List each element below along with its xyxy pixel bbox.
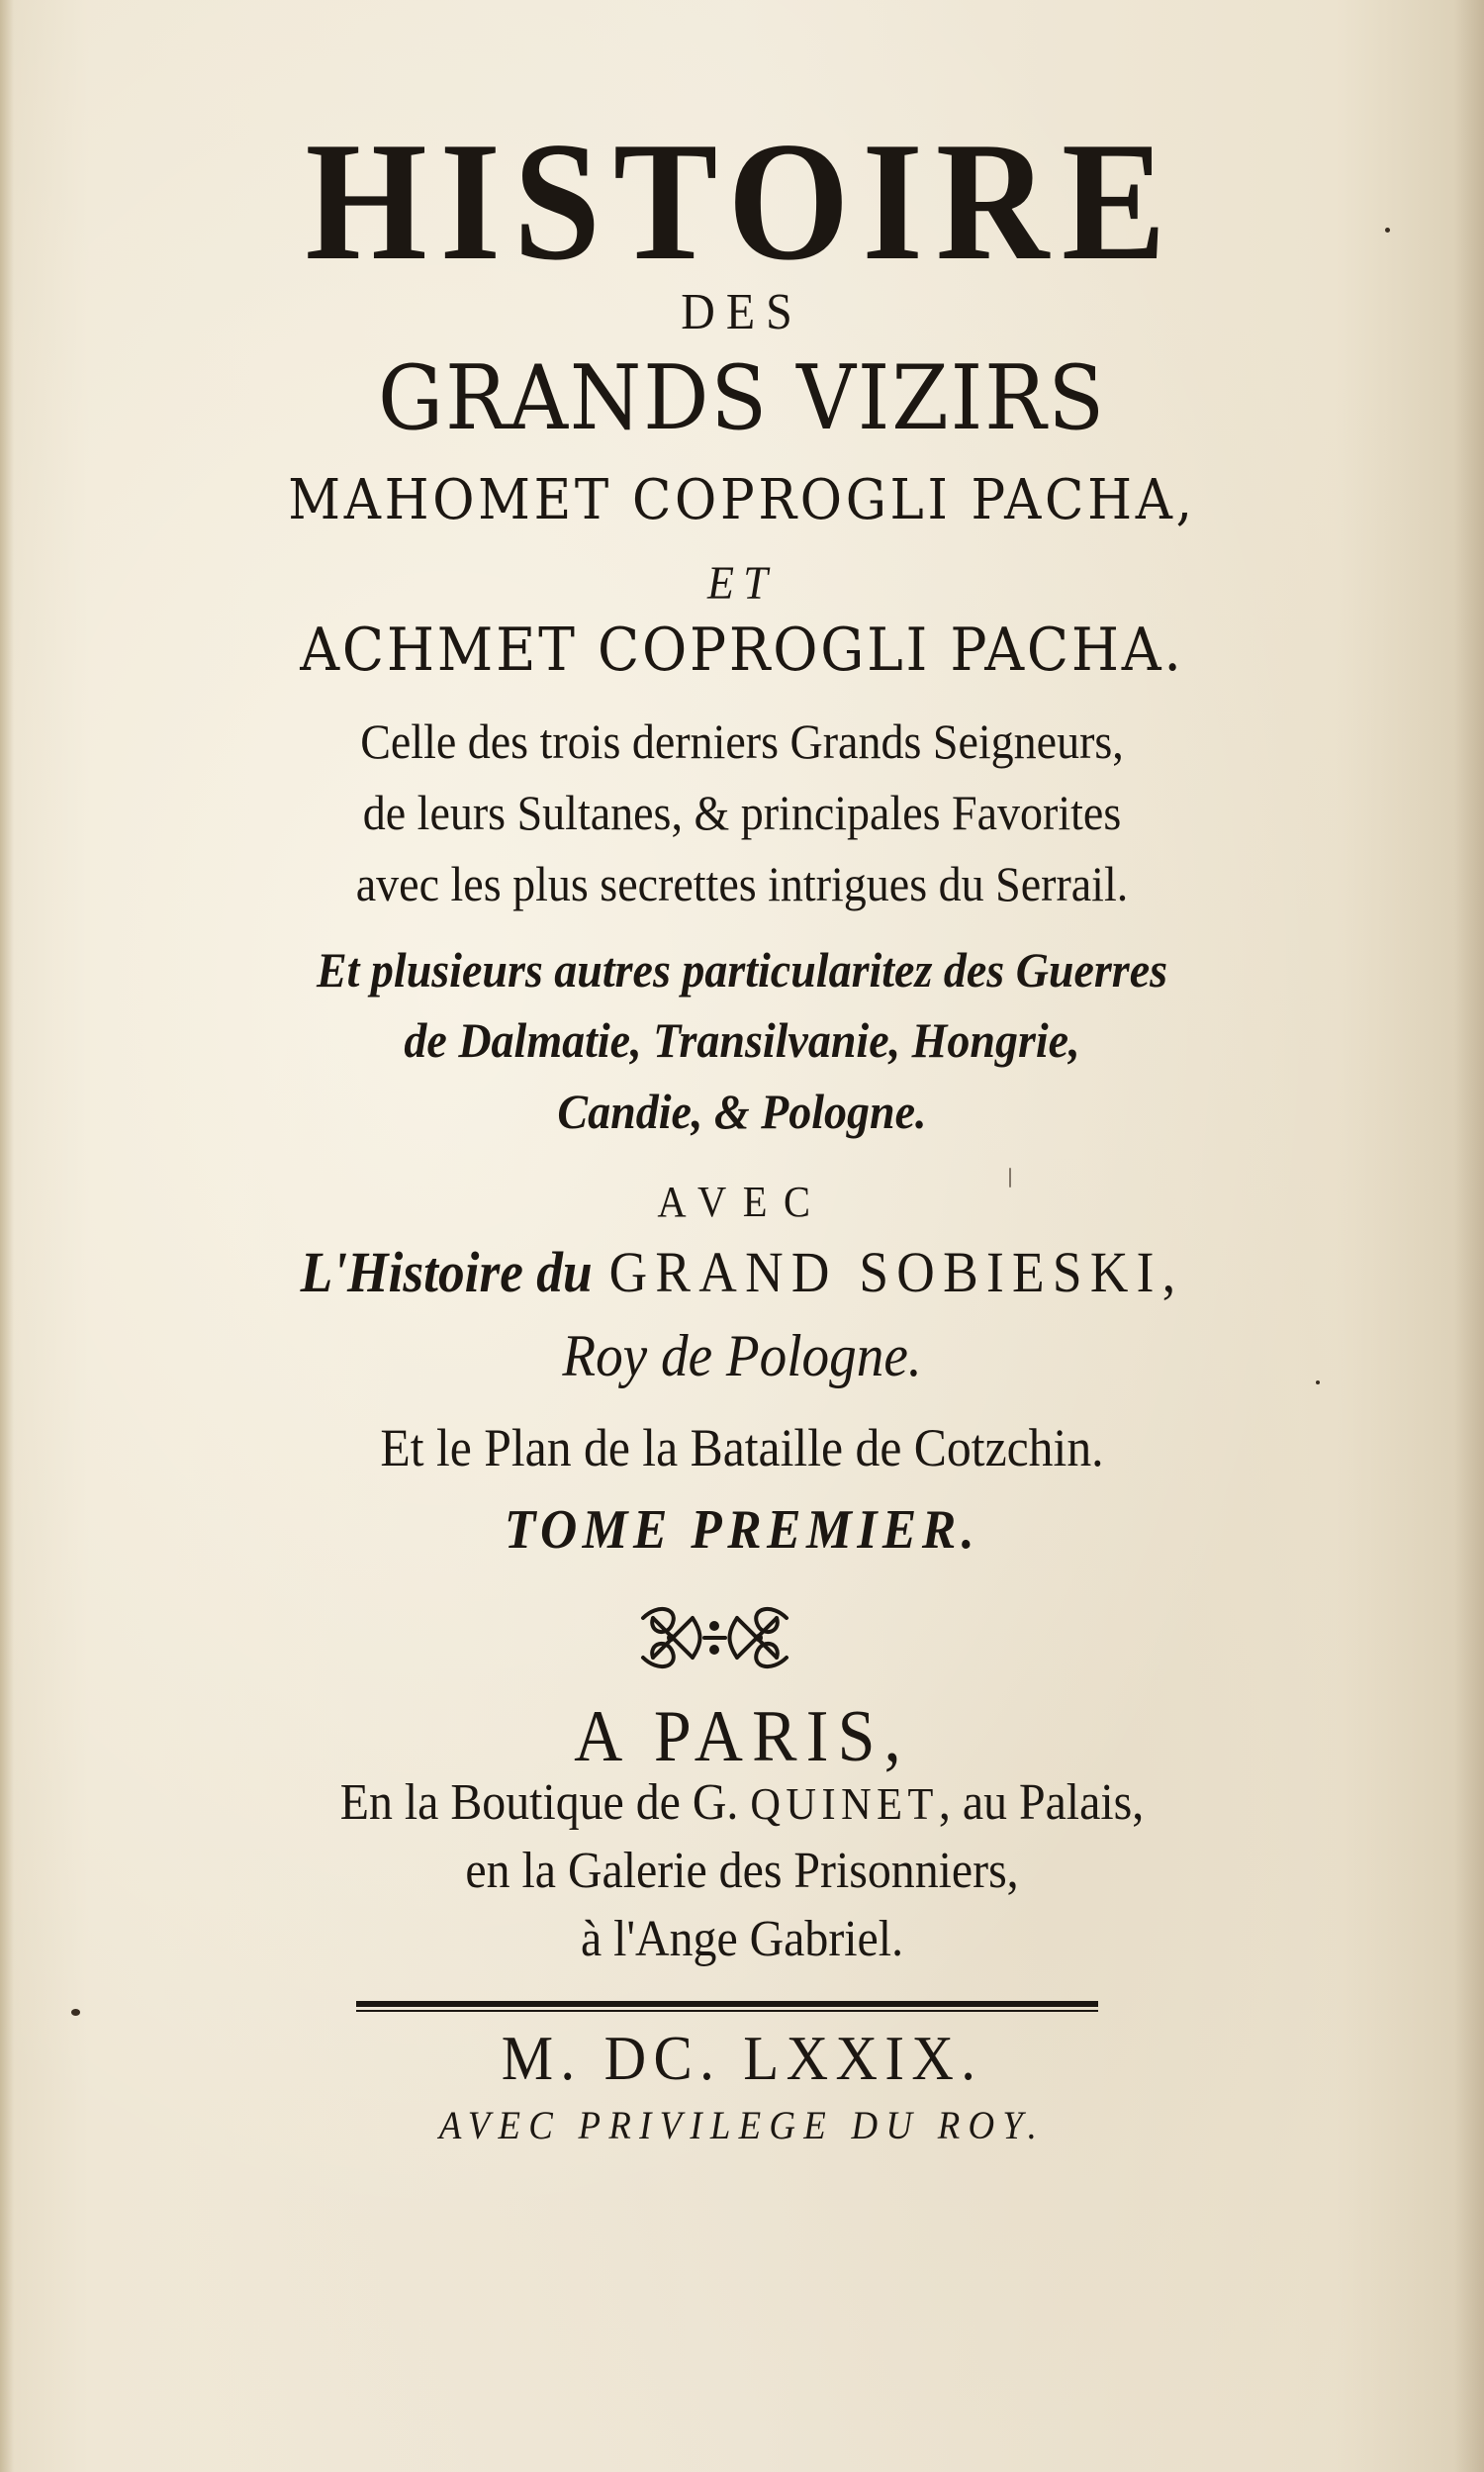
imprint-galerie: en la Galerie des Prisonniers, [465, 1843, 1019, 1899]
title-achmet: ACHMET COPROGLI PACHA. [300, 616, 1184, 685]
description-line-3: avec les plus secrettes intrigues du Serrail. [355, 856, 1129, 911]
imprint-ange: à l'Ange Gabriel. [580, 1911, 904, 1967]
publication-date: M. DC. LXXIX. [501, 2023, 983, 2093]
title-mahomet: MAHOMET COPROGLI PACHA, [288, 468, 1196, 532]
particularities-line-3: Candie, & Pologne. [557, 1084, 927, 1139]
imprint-printer-name: QUINET [750, 1778, 939, 1829]
title-et: ET [707, 557, 777, 610]
avec-heading: AVEC [657, 1178, 827, 1226]
fleuron-ornament-icon [633, 1598, 796, 1677]
particularities-line-1: Et plusieurs autres particularitez des Guerres [316, 942, 1168, 998]
paper-speck [1385, 228, 1390, 233]
privilege-du-roy: AVEC PRIVILEGE DU ROY. [438, 2103, 1046, 2147]
tome-label: TOME PREMIER. [504, 1499, 980, 1561]
page-gutter-shadow [0, 0, 14, 2472]
title-des: DES [681, 284, 803, 340]
paper-speck [1316, 1380, 1320, 1384]
imprint-boutique-before: En la Boutique de G. [339, 1774, 739, 1831]
description-line-1: Celle des trois derniers Grands Seigneurs, [360, 713, 1124, 769]
particularities-line-2: de Dalmatie, Transilvanie, Hongrie, [404, 1012, 1080, 1068]
sobieski-prefix: L'Histoire du [300, 1240, 593, 1304]
paper-speck [1009, 1168, 1011, 1188]
paper-speck [71, 2009, 80, 2016]
book-title: HISTOIRE [305, 108, 1179, 296]
sobieski-line [59, 1240, 1425, 1304]
double-rule-divider [356, 2001, 1098, 2007]
description-line-2: de leurs Sultanes, & principales Favorites [362, 785, 1122, 840]
imprint-city: A PARIS, [574, 1696, 910, 1777]
imprint-boutique [59, 1774, 1425, 1831]
roy-de-pologne: Roy de Pologne. [562, 1323, 922, 1388]
bataille-plan-line: Et le Plan de la Bataille de Cotzchin. [380, 1418, 1104, 1477]
imprint-boutique-after: , au Palais, [938, 1774, 1145, 1831]
title-grands-vizirs: GRANDS VIZIRS [378, 346, 1106, 450]
sobieski-name: GRAND SOBIESKI, [608, 1240, 1184, 1304]
